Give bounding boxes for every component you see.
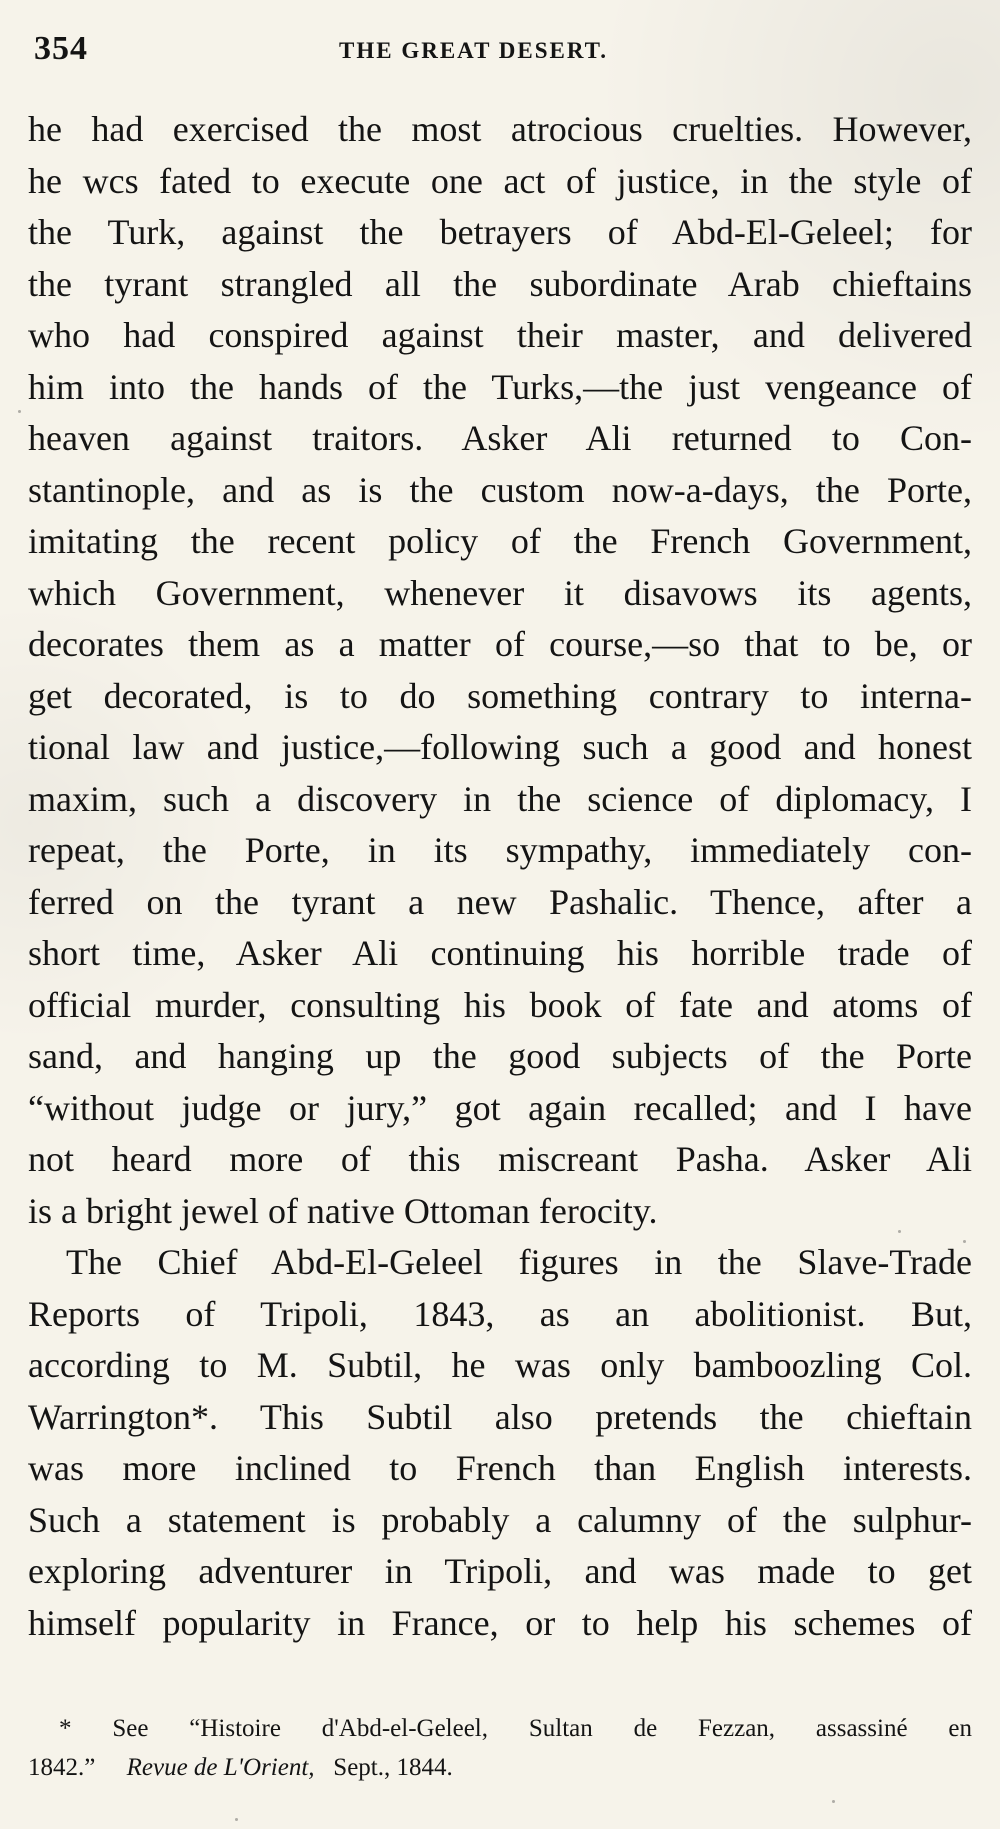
text-line: tional law and justice,—following such a good and honest: [28, 727, 972, 767]
text-line: decorates them as a matter of course,—so that to be, or: [28, 624, 972, 664]
text-line: get decorated, is to do something contrary to interna-: [28, 675, 972, 716]
text-line: sand, and hanging up the good subjects of the Porte: [28, 1036, 972, 1076]
footnote-date: Sept., 1844.: [333, 1754, 453, 1781]
text-line: was more inclined to French than English interests.: [28, 1448, 972, 1488]
running-head: [34, 30, 964, 70]
text-line: Reports of Tripoli, 1843, as an abolitionist. But,: [28, 1293, 972, 1334]
text-line: ferred on the tyrant a new Pashalic. Thence, after a: [28, 881, 972, 922]
text-line: The Chief Abd-El-Geleel figures in the Slave-Trade: [66, 1242, 972, 1282]
text-line: according to M. Subtil, he was only bamboozling Col.: [28, 1345, 972, 1385]
footnote-journal-title: Revue de L'Orient,: [126, 1754, 315, 1781]
text-line: is a bright jewel of native Ottoman ferocity.: [28, 1190, 658, 1231]
text-line: he had exercised the most atrocious cruelties. However,: [28, 109, 972, 149]
text-line: short time, Asker Ali continuing his horrible trade of: [28, 933, 972, 973]
text-line: not heard more of this miscreant Pasha. Asker Ali: [28, 1139, 972, 1179]
text-line: which Government, whenever it disavows its agents,: [28, 572, 972, 613]
text-line: stantinople, and as is the custom now-a-days, the Porte,: [28, 469, 972, 510]
footnote-year: 1842.”: [28, 1754, 96, 1781]
text-line: him into the hands of the Turks,—the just vengeance of: [28, 366, 972, 407]
footnote-line: * See “Histoire d'Abd-el-Geleel, Sultan de Fezzan, assassiné en: [59, 1715, 972, 1742]
paper-speck: [18, 410, 21, 413]
paper-speck: [832, 1800, 835, 1803]
text-line: the tyrant strangled all the subordinate Arab chieftains: [28, 263, 972, 304]
body-text: [28, 104, 972, 1649]
text-line: himself popularity in France, or to help his schemes of: [28, 1602, 972, 1643]
text-line: imitating the recent policy of the French Government,: [28, 521, 972, 561]
paper-speck: [963, 1240, 966, 1243]
text-line: “without judge or jury,” got again recalled; and I have: [28, 1087, 972, 1128]
text-line: Such a statement is probably a calumny of the sulphur-: [28, 1499, 972, 1540]
text-line: maxim, such a discovery in the science of diplomacy, I: [28, 778, 972, 819]
text-line: exploring adventurer in Tripoli, and was made to get: [28, 1551, 972, 1591]
text-line: he wcs fated to execute one act of justice, in the style of: [28, 160, 972, 201]
text-line: Warrington*. This Subtil also pretends the chieftain: [28, 1396, 972, 1437]
text-line: official murder, consulting his book of fate and atoms of: [28, 984, 972, 1025]
paper-speck: [235, 1818, 238, 1821]
footnote-line: [28, 1748, 972, 1787]
footnote: [28, 1709, 972, 1787]
text-line: who had conspired against their master, and delivered: [28, 315, 972, 355]
running-title: THE GREAT DESERT.: [339, 38, 609, 63]
text-line: repeat, the Porte, in its sympathy, immediately con-: [28, 830, 972, 870]
text-line: the Turk, against the betrayers of Abd-El-Geleel; for: [28, 212, 972, 252]
text-line: heaven against traitors. Asker Ali returned to Con-: [28, 418, 972, 458]
page-number: 354: [34, 30, 88, 67]
paper-speck: [898, 1230, 901, 1233]
